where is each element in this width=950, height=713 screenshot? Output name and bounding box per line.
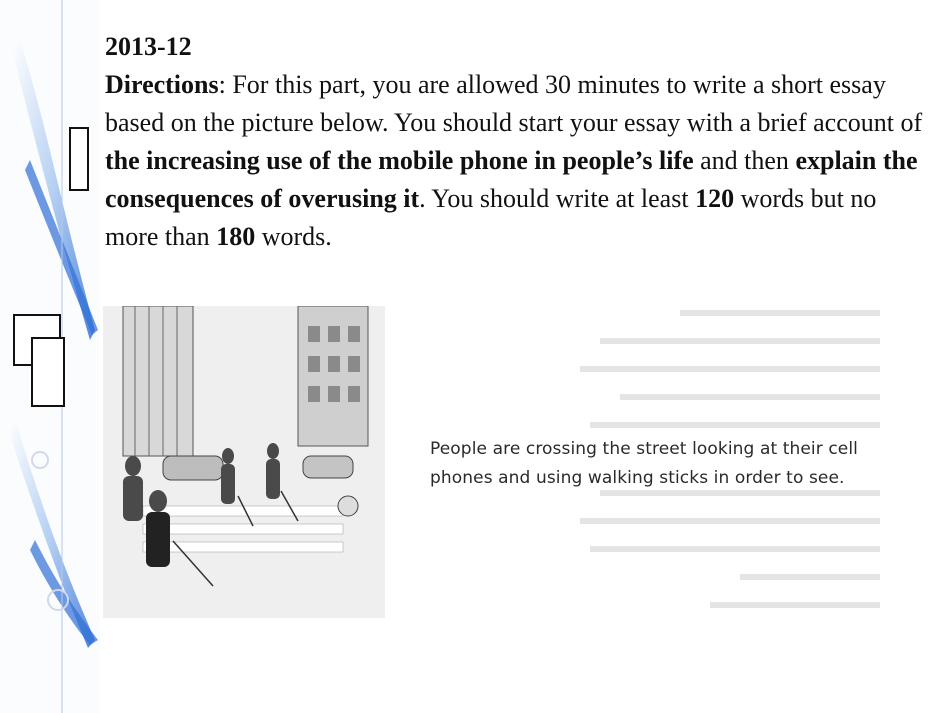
street-crossing-illustration xyxy=(103,306,385,618)
directions-segment: and then xyxy=(693,146,796,175)
directions-segment-bold: the increasing use of the mobile phone in people’s life xyxy=(105,146,694,175)
directions-label: Directions xyxy=(105,70,219,99)
directions-block xyxy=(105,28,925,256)
directions-segment: : For this part, you are allowed 30 minutes to write a short essay based on the picture below. You should start your essay with a brief account of xyxy=(105,70,923,137)
directions-segment: . You should write at least xyxy=(419,184,696,213)
directions-segment: words. xyxy=(255,222,332,251)
directions-segment-bold: 120 xyxy=(695,184,735,213)
directions-segment-bold: 180 xyxy=(216,222,256,251)
year-heading: 2013-12 xyxy=(105,32,192,61)
directions-paragraph xyxy=(105,66,925,256)
figure-caption: People are crossing the street looking at their cell phones and using walking sticks in order to see. xyxy=(430,439,858,488)
directions-segment-bold: explain the consequences of overusing it xyxy=(105,146,918,213)
directions-segment: words but no more than xyxy=(105,184,877,251)
decorative-side-strip xyxy=(0,0,100,713)
